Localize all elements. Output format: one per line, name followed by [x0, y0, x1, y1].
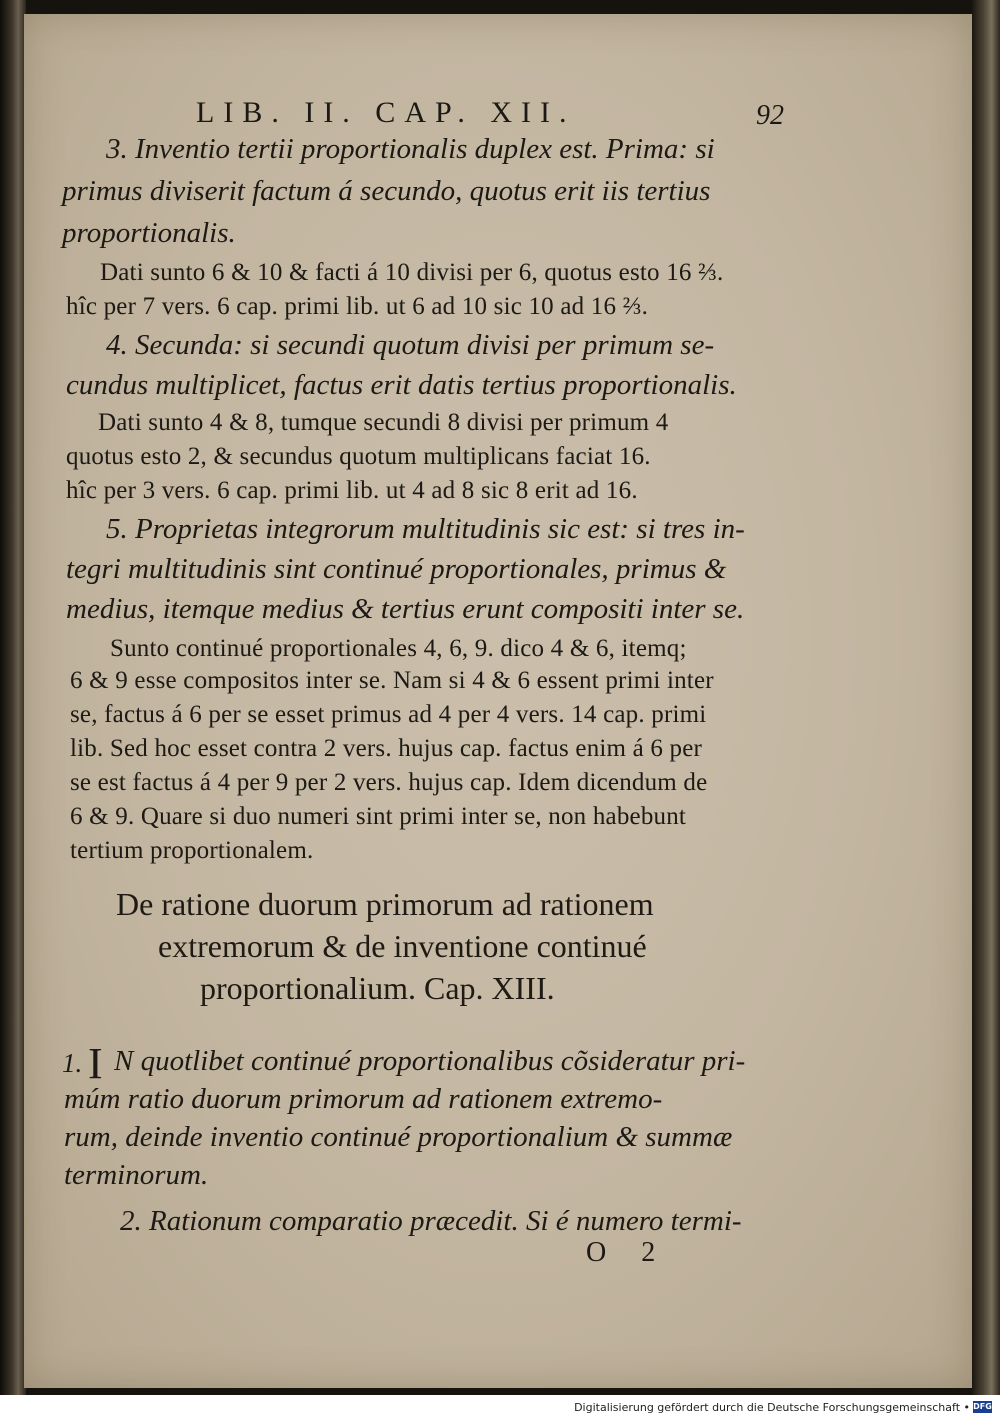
text-line: terminorum.	[64, 1159, 209, 1191]
text-line: se est factus á 4 per 9 per 2 vers. hujus cap. Idem dicendum de	[70, 769, 708, 796]
chapter-heading-line: De ratione duorum primorum ad rationem	[116, 886, 654, 922]
section-number: 1.	[62, 1048, 83, 1078]
chapter-heading-line: proportionalium. Cap. XIII.	[200, 970, 555, 1006]
text-line: 5. Proprietas integrorum multitudinis sic est: si tres in-	[106, 513, 745, 545]
text-line: medius, itemque medius & tertius erunt compositi inter se.	[66, 593, 745, 625]
funding-credit: Digitalisierung gefördert durch die Deutsche Forschungsgemeinschaft •	[574, 1401, 970, 1414]
text-line: tegri multitudinis sint continué proportionales, primus &	[66, 553, 727, 585]
running-head: LIB. II. CAP. XII.	[196, 96, 576, 129]
book-page	[24, 14, 972, 1388]
chapter-heading-line: extremorum & de inventione continué	[158, 928, 647, 964]
text-line: hîc per 3 vers. 6 cap. primi lib. ut 4 ad 8 sic 8 erit ad 16.	[66, 477, 638, 504]
page-content	[24, 14, 972, 1388]
text-line: rum, deinde inventio continué proportionalium & summæ	[64, 1121, 733, 1153]
text-line: primus diviserit factum á secundo, quotus erit iis tertius	[62, 175, 711, 207]
text-line: 3. Inventio tertii proportionalis duplex est. Prima: si	[106, 133, 715, 165]
text-line: 6 & 9. Quare si duo numeri sint primi inter se, non habebunt	[70, 803, 687, 830]
page-number: 92	[756, 100, 784, 131]
text-line: proportionalis.	[62, 217, 236, 249]
drop-cap-initial: I	[88, 1039, 103, 1088]
text-line: múm ratio duorum primorum ad rationem extremo-	[64, 1083, 663, 1115]
book-binding-edge	[0, 0, 26, 1395]
text-line: Dati sunto 4 & 8, tumque secundi 8 divisi per primum 4	[98, 409, 669, 436]
text-line: 6 & 9 esse compositos inter se. Nam si 4 & 6 essent primi inter	[70, 667, 714, 694]
text-line: tertium proportionalem.	[70, 837, 314, 864]
text-line: 2. Rationum comparatio præcedit. Si é numero termi-	[120, 1205, 742, 1237]
page-stack-edge	[972, 0, 1000, 1395]
text-line: lib. Sed hoc esset contra 2 vers. hujus cap. factus enim á 6 per	[70, 735, 703, 762]
text-line: N quotlibet continué proportionalibus cõsideratur pri-	[114, 1045, 746, 1077]
text-line: se, factus á 6 per se esset primus ad 4 per 4 vers. 14 cap. primi	[70, 701, 707, 728]
footer-bar	[0, 1395, 1000, 1420]
text-line: Dati sunto 6 & 10 & facti á 10 divisi per 6, quotus esto 16 ⅔.	[100, 259, 724, 286]
text-line: cundus multiplicet, factus erit datis tertius proportionalis.	[66, 369, 737, 401]
text-line: 4. Secunda: si secundi quotum divisi per primum se-	[106, 329, 715, 361]
dfg-logo: DFG	[973, 1402, 992, 1411]
text-line: hîc per 7 vers. 6 cap. primi lib. ut 6 ad 10 sic 10 ad 16 ⅔.	[66, 293, 649, 320]
text-line: Sunto continué proportionales 4, 6, 9. dico 4 & 6, itemq;	[110, 635, 687, 662]
text-line: quotus esto 2, & secundus quotum multiplicans faciat 16.	[66, 443, 651, 470]
signature-mark: O 2	[586, 1237, 670, 1268]
